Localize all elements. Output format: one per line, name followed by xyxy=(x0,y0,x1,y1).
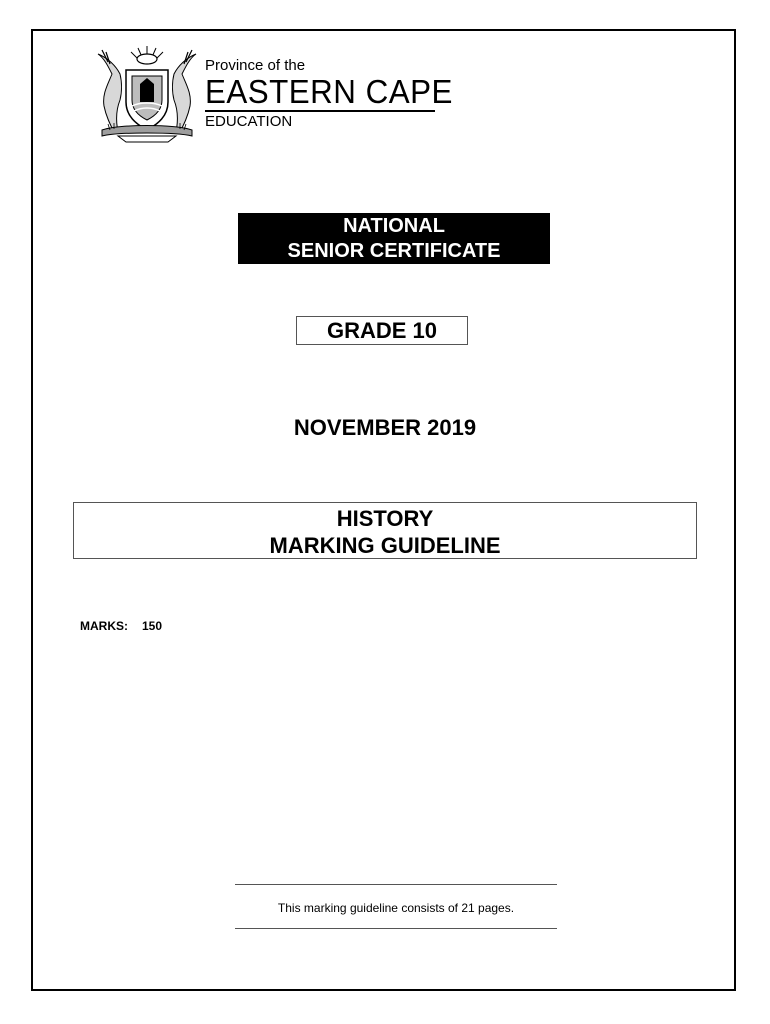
department-logo xyxy=(88,44,453,144)
coat-of-arms-icon xyxy=(88,44,206,144)
marks-label: MARKS: xyxy=(80,619,128,633)
logo-divider xyxy=(205,110,435,112)
grade-label: GRADE 10 xyxy=(296,316,468,345)
marks-info xyxy=(80,618,162,634)
certificate-line-2: SENIOR CERTIFICATE xyxy=(287,240,501,262)
exam-date: NOVEMBER 2019 xyxy=(293,415,477,440)
province-line: Province of the xyxy=(205,57,306,74)
footer-rule-bottom xyxy=(235,928,557,929)
logo-wordmark xyxy=(205,57,453,131)
marks-value: 150 xyxy=(142,619,163,633)
page-count-note: This marking guideline consists of 21 pages. xyxy=(277,901,515,915)
footer-rule-top xyxy=(235,884,557,885)
certificate-banner xyxy=(238,213,550,264)
document-type: MARKING GUIDELINE xyxy=(269,533,501,558)
certificate-line-1: NATIONAL xyxy=(343,215,445,237)
region-name: EASTERN CAPE xyxy=(205,73,453,110)
subject-title-box xyxy=(73,502,697,559)
subject-name: HISTORY xyxy=(336,506,434,531)
department-name: EDUCATION xyxy=(205,113,293,130)
